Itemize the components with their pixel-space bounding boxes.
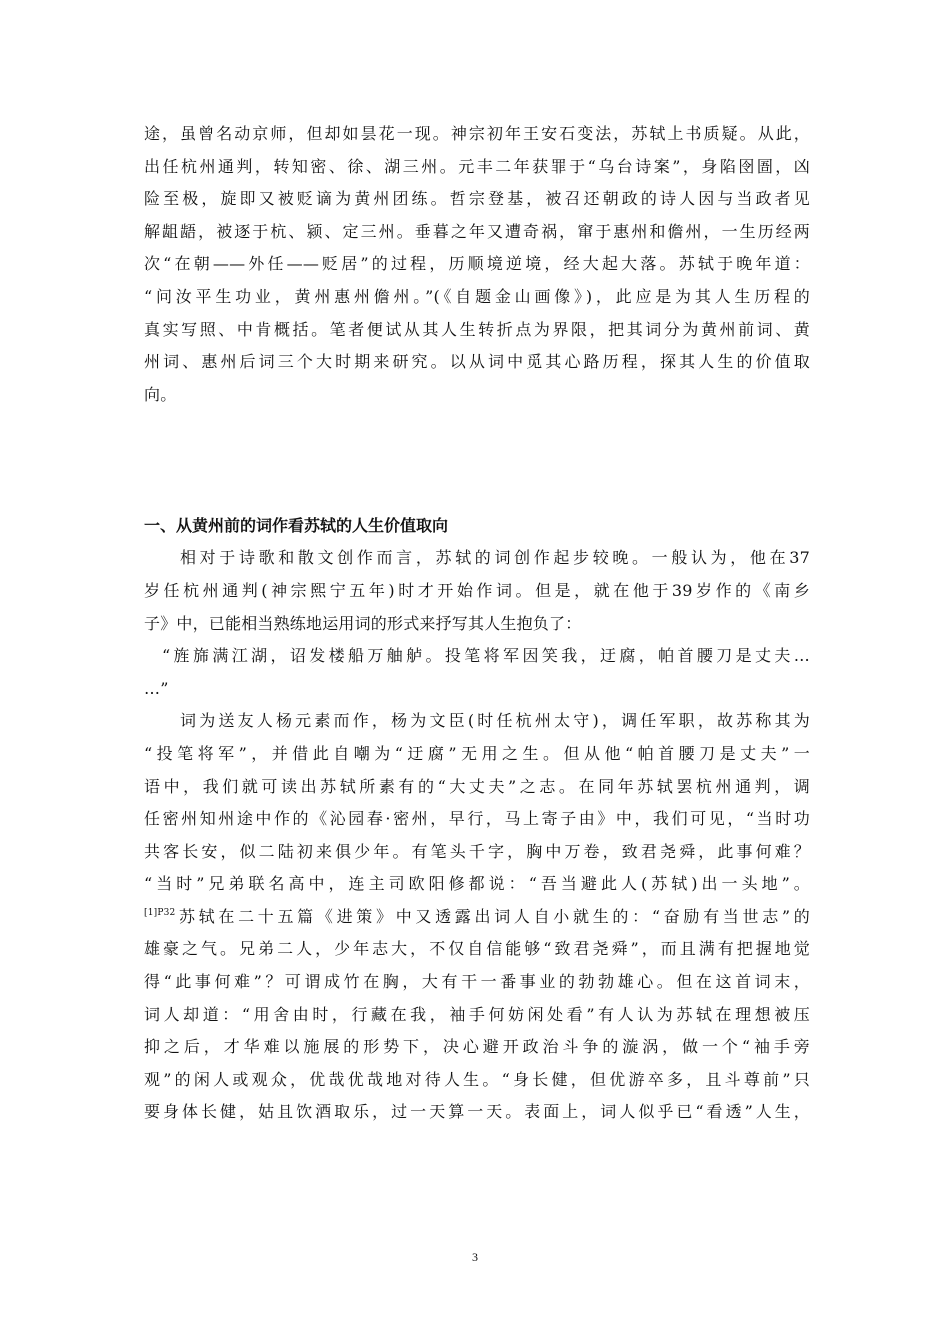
- text-line: 险至极，旋即又被贬谪为黄州团练。哲宗登基，被召还朝政的诗人因与当政者见: [144, 189, 810, 209]
- text-line: 得“此事何难”？可谓成竹在胸，大有干一番事业的勃勃雄心。但在这首词末，: [144, 972, 810, 992]
- text-line: 向。: [144, 384, 177, 404]
- text-line: 任密州知州途中作的《沁园春·密州，早行，马上寄子由》中，我们可见，“当时功: [144, 809, 810, 829]
- quote-line: …”: [144, 678, 169, 698]
- text-line: 词人却道：“用舍由时，行藏在我，袖手何妨闲处看”有人认为苏轼在理想被压: [144, 1004, 810, 1024]
- text-line: 雄豪之气。兄弟二人，少年志大，不仅自信能够“致君尧舜”，而且满有把握地觉: [144, 939, 810, 959]
- page-number: 3: [472, 1250, 478, 1264]
- text-line: 要身体长健，姑且饮酒取乐，过一天算一天。表面上，词人似乎已“看透”人生，: [144, 1102, 810, 1122]
- text-line: 子》中，已能相当熟练地运用词的形式来抒写其人生抱负了：: [144, 613, 582, 633]
- page-body: [144, 118, 810, 1129]
- intro-paragraph: [144, 118, 810, 411]
- text-line: “当时”兄弟联名高中，连主司欧阳修都说：“吾当避此人(苏轼)出一头地”。: [144, 874, 810, 894]
- text-line: 次“在朝——外任——贬居”的过程，历顺境逆境，经大起大落。苏轼于晚年道：: [144, 254, 810, 274]
- quote-line: “旌旆满江湖，诏发楼船万舳舻。投笔将军因笑我，迂腐，帕首腰刀是丈夫…: [162, 646, 810, 666]
- paragraph-1: [144, 542, 810, 640]
- text-line: 真实写照、中肯概括。笔者便试从其人生转折点为界限，把其词分为黄州前词、黄: [144, 319, 810, 339]
- text-line: 解龃龉，被逐于杭、颍、定三州。垂暮之年又遭奇祸，窜于惠州和儋州，一生历经两: [144, 221, 810, 241]
- text-line: “问汝平生功业，黄州惠州儋州。”(《自题金山画像》)，此应是为其人生历程的: [144, 286, 810, 306]
- citation-text: 苏轼在二十五篇《进策》中又透露出词人自小就生的：“奋励有当世志”的: [175, 906, 810, 926]
- text-line: 相对于诗歌和散文创作而言，苏轼的词创作起步较晚。一般认为，他在37: [180, 548, 810, 568]
- poem-quote: [144, 640, 810, 705]
- text-line: 抑之后，才华难以施展的形势下，决心避开政治斗争的漩涡，做一个“袖手旁: [144, 1037, 810, 1057]
- text-line: 语中，我们就可读出苏轼所素有的“大丈夫”之志。在同年苏轼罢杭州通判，调: [144, 776, 810, 796]
- text-line: 观”的闲人或观众，优哉优哉地对待人生。“身长健，但优游卒多，且斗尊前”只: [144, 1069, 810, 1089]
- section-spacer: [144, 411, 810, 509]
- text-line: 共客长安，似二陆初来俱少年。有笔头千字，胸中万卷，致君尧舜，此事何难？: [144, 841, 810, 861]
- text-line: 途，虽曾名动京师，但却如昙花一现。神宗初年王安石变法，苏轼上书质疑。从此，: [144, 124, 810, 143]
- section-heading: 一、从黄州前的词作看苏轼的人生价值取向: [144, 516, 449, 536]
- text-line: 岁任杭州通判(神宗熙宁五年)时才开始作词。但是，就在他于39岁作的《南乡: [144, 580, 810, 600]
- text-line: “投笔将军”，并借此自嘲为“迂腐”无用之生。但从他“帕首腰刀是丈夫”一: [144, 743, 810, 763]
- paragraph-2: [144, 705, 810, 1129]
- citation-line: [144, 901, 810, 934]
- text-line: 出任杭州通判，转知密、徐、湖三州。元丰二年获罪于“乌台诗案”，身陷囹圄，凶: [144, 156, 810, 176]
- text-line: 州词、惠州后词三个大时期来研究。以从词中觅其心路历程，探其人生的价值取: [144, 352, 810, 372]
- citation-reference: [1]P32: [144, 907, 176, 918]
- text-line: 词为送友人杨元素而作，杨为文臣(时任杭州太守)，调任军职，故苏称其为: [180, 711, 810, 731]
